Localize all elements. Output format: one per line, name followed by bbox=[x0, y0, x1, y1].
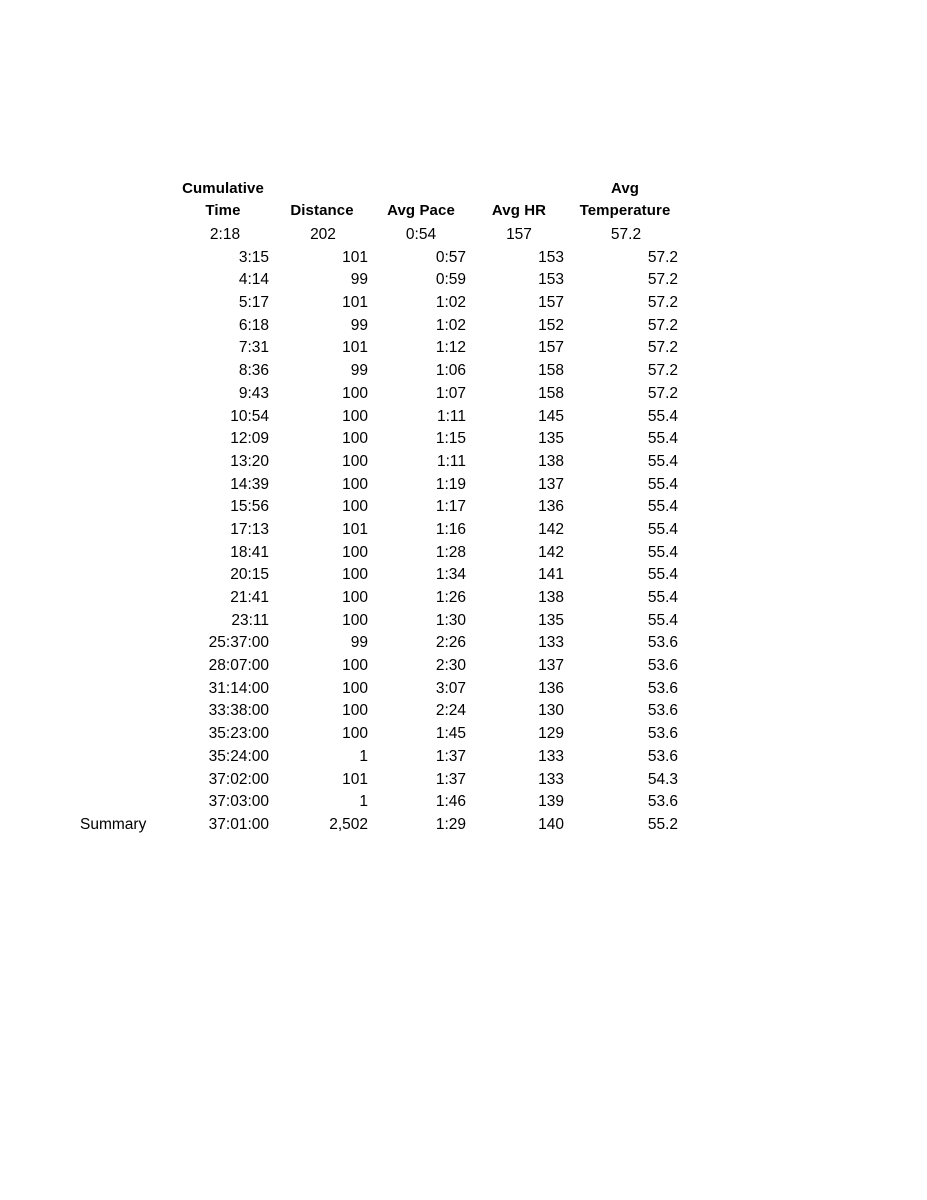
table-body bbox=[0, 224, 927, 837]
distance-cell: 1 bbox=[359, 747, 368, 765]
table-row bbox=[0, 383, 927, 406]
avg-temperature-cell: 53.6 bbox=[647, 679, 678, 697]
table-row bbox=[0, 564, 927, 587]
cumulative-time-cell: 14:39 bbox=[230, 475, 269, 493]
cumulative-time-cell: 28:07:00 bbox=[208, 657, 269, 675]
avg-pace-cell: 1:37 bbox=[435, 770, 466, 788]
avg-pace-cell: 1:07 bbox=[435, 384, 466, 402]
table-row bbox=[0, 655, 927, 678]
table-row bbox=[0, 224, 927, 247]
table-row bbox=[0, 519, 927, 542]
avg-hr-cell: 158 bbox=[538, 384, 564, 402]
avg-pace-cell: 1:11 bbox=[436, 407, 466, 425]
table-row bbox=[0, 746, 927, 769]
summary-row bbox=[0, 814, 927, 837]
distance-cell: 100 bbox=[342, 611, 368, 629]
table-row bbox=[0, 723, 927, 746]
avg-temperature-cell: 53.6 bbox=[647, 725, 678, 743]
avg-pace-cell: 1:17 bbox=[435, 498, 466, 516]
distance-cell: 101 bbox=[342, 294, 368, 312]
distance-cell: 100 bbox=[342, 407, 368, 425]
cumulative-time-cell: 12:09 bbox=[230, 430, 269, 448]
avg-hr-cell: 133 bbox=[538, 634, 564, 652]
distance-cell: 101 bbox=[342, 248, 368, 266]
avg-hr-cell: 133 bbox=[538, 747, 564, 765]
avg-hr-cell: 136 bbox=[538, 498, 564, 516]
avg-temperature-cell: 55.4 bbox=[647, 475, 678, 493]
avg-pace-cell: 0:59 bbox=[435, 271, 466, 289]
avg-temperature-cell: 55.4 bbox=[647, 543, 678, 561]
table-row bbox=[0, 292, 927, 315]
cumulative-time-cell: 8:36 bbox=[238, 362, 269, 380]
distance-cell: 100 bbox=[342, 430, 368, 448]
avg-hr-cell: 135 bbox=[538, 430, 564, 448]
table-row bbox=[0, 587, 927, 610]
distance-cell: 100 bbox=[342, 498, 368, 516]
table-row bbox=[0, 360, 927, 383]
cumulative-time-cell: 7:31 bbox=[238, 339, 269, 357]
cumulative-time-cell: 10:54 bbox=[230, 407, 269, 425]
avg-temperature-cell: 55.4 bbox=[647, 430, 678, 448]
cumulative-time-cell: 6:18 bbox=[238, 316, 269, 334]
avg-hr-cell: 145 bbox=[538, 407, 564, 425]
avg-temperature-cell: 55.4 bbox=[647, 566, 678, 584]
cumulative-time-cell: 31:14:00 bbox=[208, 679, 269, 697]
distance-cell: 2,502 bbox=[329, 815, 368, 833]
table-row bbox=[0, 247, 927, 270]
avg-hr-cell: 141 bbox=[538, 566, 564, 584]
avg-pace-cell: 1:15 bbox=[435, 430, 466, 448]
avg-pace-cell: 1:19 bbox=[435, 475, 466, 493]
avg-temperature-cell: 57.2 bbox=[647, 362, 678, 380]
avg-temperature-cell: 55.4 bbox=[647, 589, 678, 606]
cumulative-time-cell: 33:38:00 bbox=[208, 702, 269, 720]
header-avg-hr: Avg HR bbox=[491, 202, 547, 219]
avg-pace-cell: 1:12 bbox=[435, 339, 466, 357]
avg-pace-cell: 1:37 bbox=[435, 747, 466, 765]
table-row bbox=[0, 700, 927, 723]
table-row bbox=[0, 315, 927, 338]
header-avg-pace: Avg Pace bbox=[387, 202, 455, 219]
avg-temperature-cell: 57.2 bbox=[647, 339, 678, 357]
cumulative-time-cell: 37:01:00 bbox=[208, 815, 269, 833]
cumulative-time-cell: 15:56 bbox=[230, 498, 269, 516]
distance-cell: 100 bbox=[342, 543, 368, 561]
distance-cell: 100 bbox=[342, 475, 368, 493]
avg-hr-cell: 153 bbox=[538, 248, 564, 266]
avg-hr-cell: 153 bbox=[538, 271, 564, 289]
distance-cell: 99 bbox=[350, 316, 368, 334]
cumulative-time-cell: 13:20 bbox=[230, 452, 269, 470]
distance-cell: 100 bbox=[342, 384, 368, 402]
avg-hr-cell: 129 bbox=[538, 725, 564, 743]
table-row bbox=[0, 451, 927, 474]
cumulative-time-cell: 9:43 bbox=[238, 384, 269, 402]
table-row bbox=[0, 474, 927, 497]
distance-cell: 100 bbox=[342, 725, 368, 743]
avg-hr-cell: 130 bbox=[538, 702, 564, 720]
avg-hr-cell: 142 bbox=[538, 543, 564, 561]
avg-temperature-cell: 57.2 bbox=[647, 294, 678, 312]
avg-temperature-cell: 53.6 bbox=[647, 793, 678, 811]
avg-hr-cell: 137 bbox=[538, 475, 564, 493]
avg-temperature-cell: 55.4 bbox=[647, 520, 678, 538]
cumulative-time-cell: 17:13 bbox=[230, 520, 269, 538]
avg-temperature-cell: 55.2 bbox=[647, 815, 678, 833]
avg-temperature-cell: 57.2 bbox=[647, 271, 678, 289]
distance-cell: 100 bbox=[342, 452, 368, 470]
table-row bbox=[0, 269, 927, 292]
avg-temperature-cell: 53.6 bbox=[647, 747, 678, 765]
table-row bbox=[0, 542, 927, 565]
header-avg-temperature: Avg Temperature bbox=[579, 180, 671, 219]
distance-cell: 100 bbox=[342, 566, 368, 584]
cumulative-time-cell: 23:11 bbox=[231, 611, 269, 629]
avg-pace-cell: 1:02 bbox=[435, 316, 466, 334]
distance-cell: 1 bbox=[359, 793, 368, 811]
avg-temperature-cell: 55.4 bbox=[647, 452, 678, 470]
avg-pace-cell: 1:45 bbox=[435, 725, 466, 743]
distance-cell: 99 bbox=[350, 362, 368, 380]
avg-hr-cell: 138 bbox=[538, 589, 564, 606]
avg-temperature-cell: 54.3 bbox=[647, 770, 678, 788]
cumulative-time-cell: 20:15 bbox=[230, 566, 269, 584]
distance-cell: 99 bbox=[350, 271, 368, 289]
distance-cell: 99 bbox=[350, 634, 368, 652]
avg-pace-cell: 0:54 bbox=[405, 226, 437, 243]
avg-temperature-cell: 53.6 bbox=[647, 634, 678, 652]
table-row bbox=[0, 769, 927, 792]
cumulative-time-cell: 2:18 bbox=[209, 226, 241, 243]
cumulative-time-cell: 25:37:00 bbox=[208, 634, 269, 652]
distance-cell: 100 bbox=[342, 679, 368, 697]
avg-hr-cell: 158 bbox=[538, 362, 564, 380]
header-cumulative-time: Cumulative Time bbox=[182, 180, 264, 219]
distance-cell: 100 bbox=[342, 657, 368, 675]
table-row bbox=[0, 791, 927, 814]
avg-hr-cell: 140 bbox=[538, 815, 564, 833]
avg-temperature-cell: 57.2 bbox=[647, 316, 678, 334]
table-row bbox=[0, 428, 927, 451]
table-row bbox=[0, 678, 927, 701]
avg-hr-cell: 152 bbox=[538, 316, 564, 334]
avg-hr-cell: 136 bbox=[538, 679, 564, 697]
avg-pace-cell: 0:57 bbox=[435, 248, 466, 266]
avg-hr-cell: 157 bbox=[538, 339, 564, 357]
avg-pace-cell: 1:30 bbox=[435, 611, 466, 629]
header-distance: Distance bbox=[290, 202, 354, 219]
avg-temperature-cell: 53.6 bbox=[647, 657, 678, 675]
table-header bbox=[0, 178, 927, 224]
cumulative-time-cell: 3:15 bbox=[238, 248, 269, 266]
avg-pace-cell: 1:34 bbox=[435, 566, 466, 584]
distance-cell: 202 bbox=[310, 226, 336, 243]
table-row bbox=[0, 406, 927, 429]
cumulative-time-cell: 35:23:00 bbox=[208, 725, 269, 743]
avg-pace-cell: 2:30 bbox=[435, 657, 466, 675]
cumulative-time-cell: 35:24:00 bbox=[208, 747, 269, 765]
avg-temperature-cell: 55.4 bbox=[647, 611, 678, 629]
avg-pace-cell: 1:06 bbox=[435, 362, 466, 380]
avg-temperature-cell: 57.2 bbox=[610, 226, 642, 243]
distance-cell: 101 bbox=[342, 770, 368, 788]
avg-hr-cell: 138 bbox=[538, 452, 564, 470]
avg-hr-cell: 157 bbox=[506, 226, 532, 243]
avg-temperature-cell: 55.4 bbox=[647, 498, 678, 516]
distance-cell: 101 bbox=[342, 520, 368, 538]
cumulative-time-cell: 5:17 bbox=[238, 294, 269, 312]
avg-hr-cell: 142 bbox=[538, 520, 564, 538]
avg-pace-cell: 1:02 bbox=[435, 294, 466, 312]
avg-temperature-cell: 53.6 bbox=[647, 702, 678, 720]
avg-pace-cell: 1:28 bbox=[435, 543, 466, 561]
avg-hr-cell: 157 bbox=[538, 294, 564, 312]
avg-pace-cell: 1:29 bbox=[435, 815, 466, 833]
avg-pace-cell: 1:46 bbox=[435, 793, 466, 811]
avg-temperature-cell: 57.2 bbox=[647, 384, 678, 402]
table-row bbox=[0, 632, 927, 655]
avg-hr-cell: 139 bbox=[538, 793, 564, 811]
distance-cell: 100 bbox=[342, 589, 368, 606]
distance-cell: 101 bbox=[342, 339, 368, 357]
table-row bbox=[0, 496, 927, 519]
avg-pace-cell: 2:26 bbox=[435, 634, 466, 652]
table-row bbox=[0, 337, 927, 360]
table-row bbox=[0, 610, 927, 633]
avg-temperature-cell: 55.4 bbox=[647, 407, 678, 425]
cumulative-time-cell: 37:03:00 bbox=[208, 793, 269, 811]
distance-cell: 100 bbox=[342, 702, 368, 720]
avg-pace-cell: 1:16 bbox=[435, 520, 466, 538]
avg-temperature-cell: 57.2 bbox=[647, 248, 678, 266]
avg-hr-cell: 137 bbox=[538, 657, 564, 675]
cumulative-time-cell: 21:41 bbox=[230, 589, 269, 606]
cumulative-time-cell: 4:14 bbox=[238, 271, 269, 289]
avg-pace-cell: 3:07 bbox=[435, 679, 466, 697]
avg-hr-cell: 133 bbox=[538, 770, 564, 788]
avg-pace-cell: 1:26 bbox=[435, 589, 466, 606]
avg-hr-cell: 135 bbox=[538, 611, 564, 629]
avg-pace-cell: 2:24 bbox=[435, 702, 466, 720]
cumulative-time-cell: 18:41 bbox=[230, 543, 269, 561]
cumulative-time-cell: 37:02:00 bbox=[208, 770, 269, 788]
row-label: Summary bbox=[80, 815, 147, 833]
avg-pace-cell: 1:11 bbox=[436, 452, 466, 470]
